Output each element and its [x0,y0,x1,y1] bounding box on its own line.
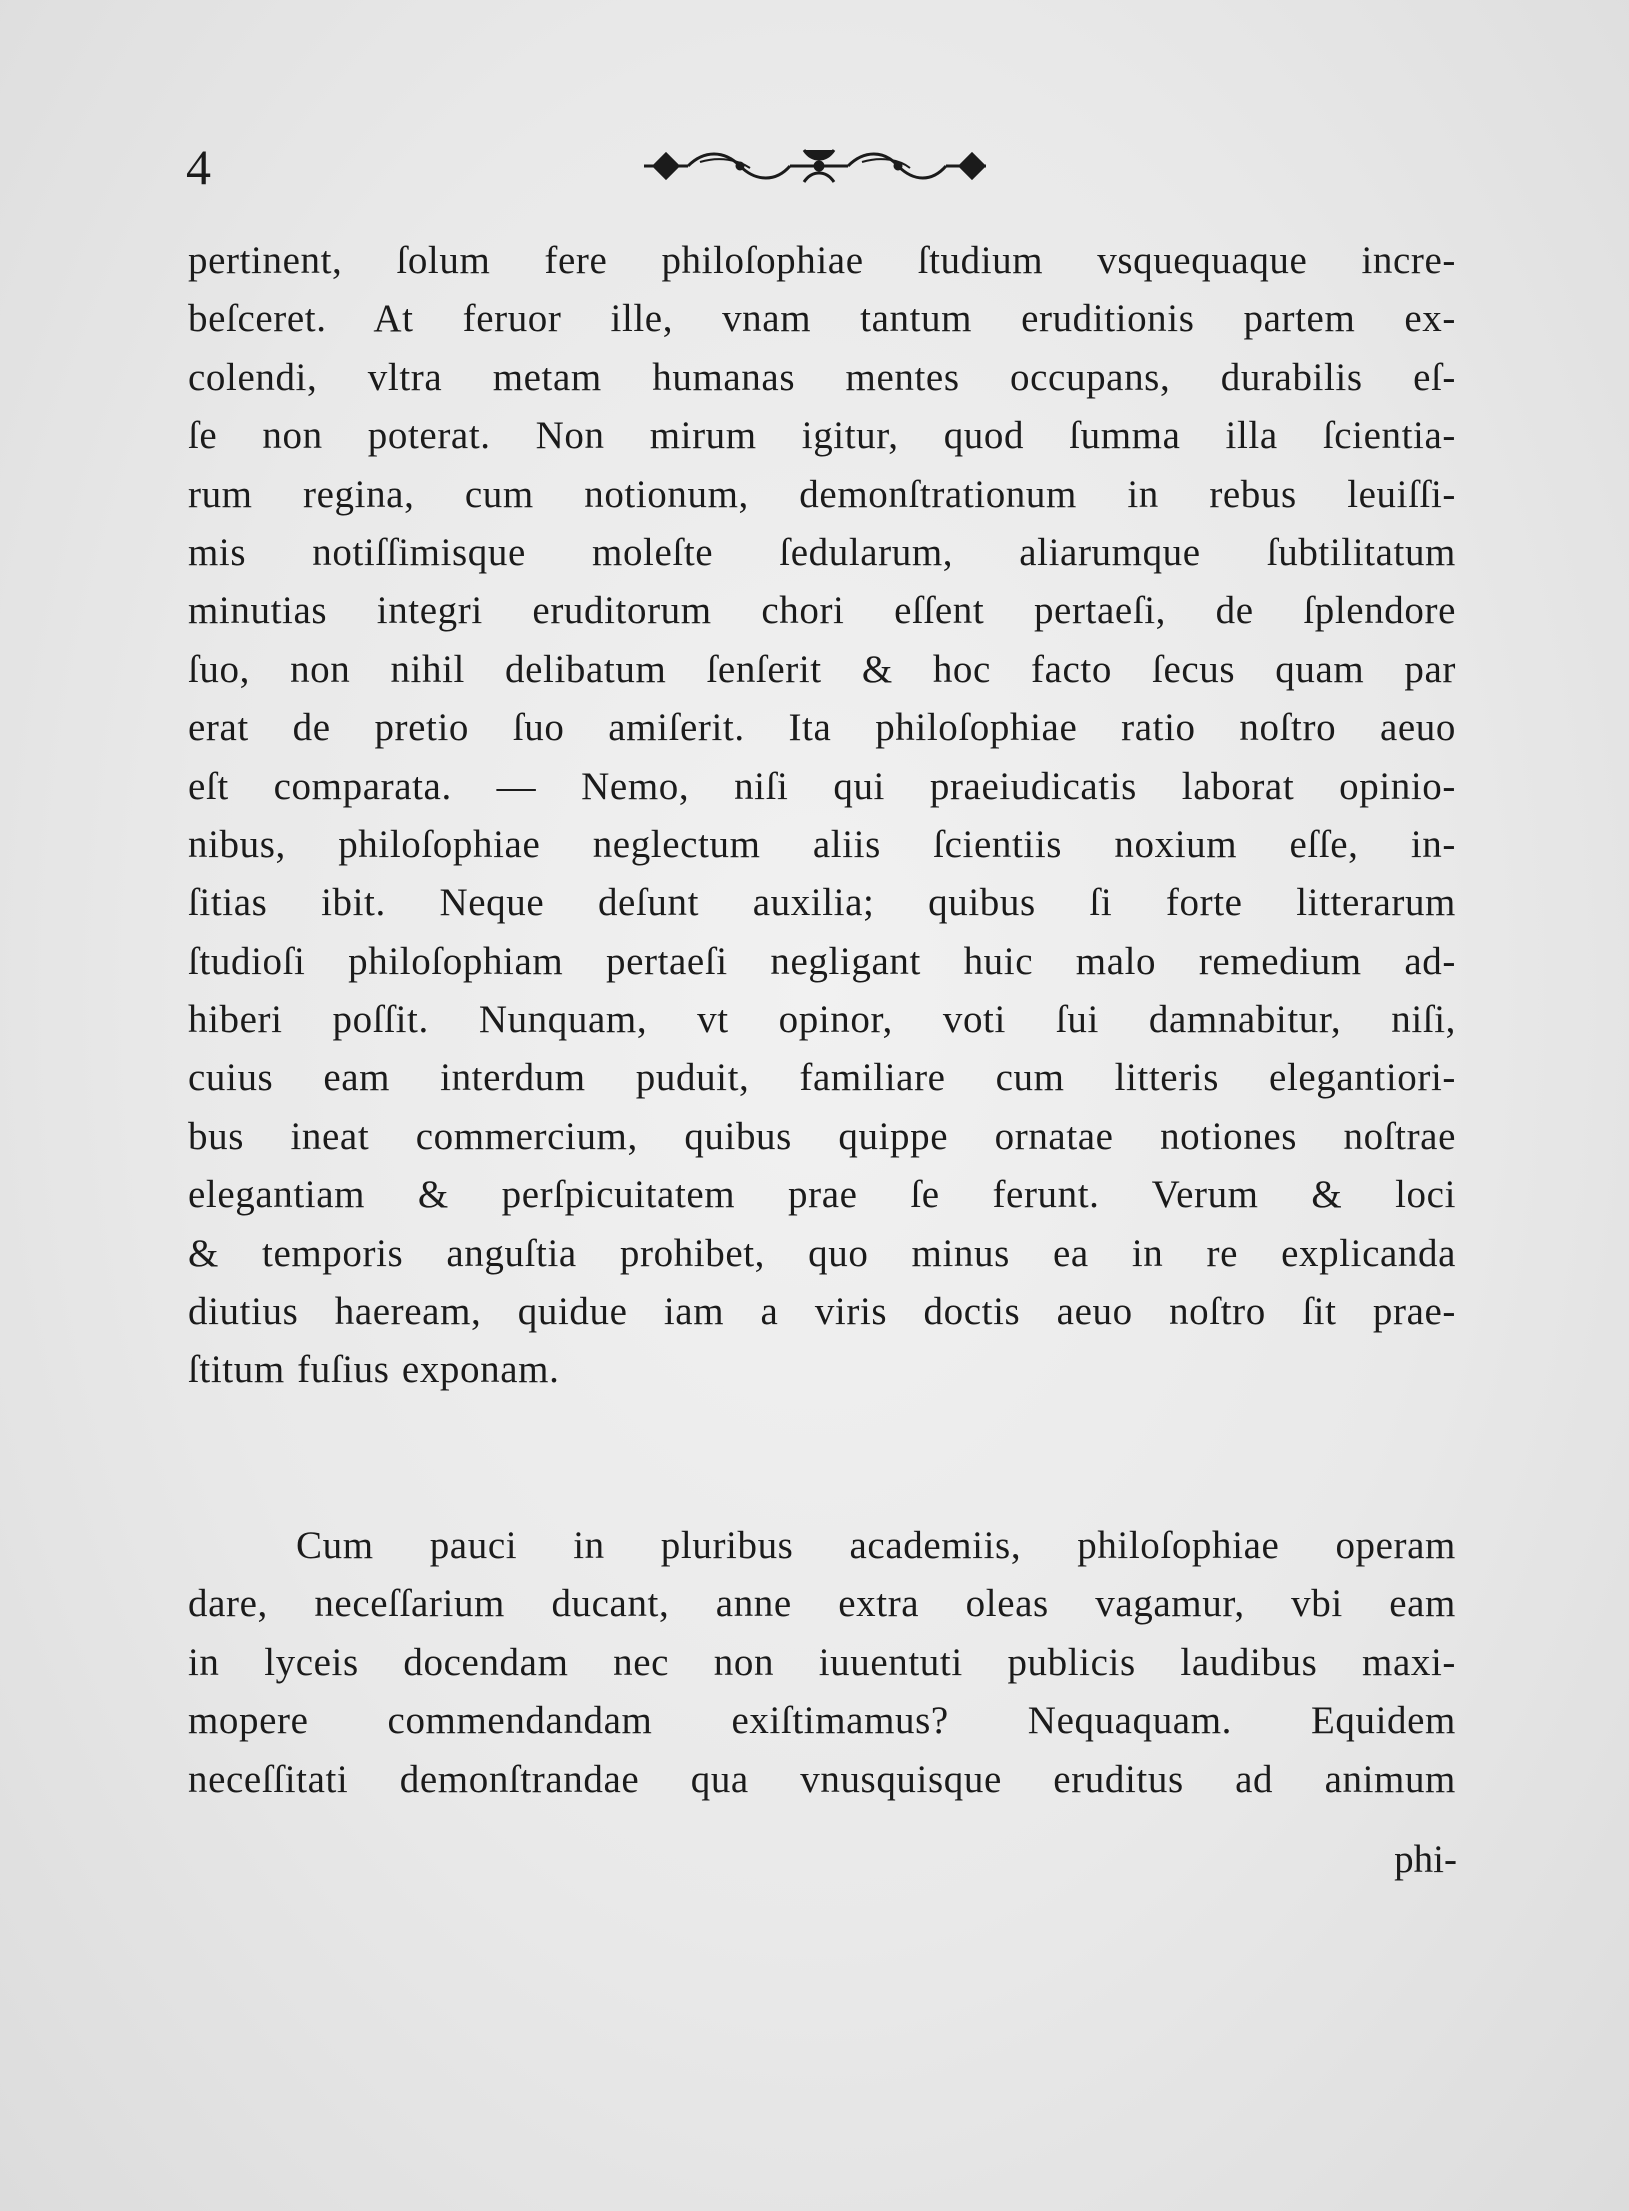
paragraph-2 [188,1517,1456,1809]
text-line: minutias integri eruditorum chori eſſent pertaeſi, de ſplendore [188,589,1456,633]
text-line: ſtudioſi philoſophiam pertaeſi negligant huic malo remedium ad- [188,939,1456,983]
text-line: mopere commendandam exiſtimamus? Nequaquam. Equidem [188,1699,1456,1743]
text-line: hiberi poſſit. Nunquam, vt opinor, voti ſui damnabitur, niſi, [188,998,1456,1042]
text-line: dare, neceſſarium ducant, anne extra oleas vagamur, vbi eam [188,1582,1456,1626]
text-line: cuius eam interdum puduit, familiare cum litteris elegantiori- [188,1056,1456,1100]
headband-ornament-icon [640,140,998,192]
page-number: 4 [186,139,211,195]
text-line: Cum pauci in pluribus academiis, philoſophiae operam [296,1524,1456,1567]
text-line: ſitias ibit. Neque deſunt auxilia; quibus ſi forte litterarum [188,881,1456,925]
text-line: in lyceis docendam nec non iuuentuti publicis laudibus maxi- [188,1640,1456,1684]
text-line: diutius haeream, quidue iam a viris doctis aeuo noſtro ſit prae- [188,1290,1456,1334]
text-line: colendi, vltra metam humanas mentes occupans, durabilis eſ- [188,355,1456,399]
text-line: eſt comparata. — Nemo, niſi qui praeiudicatis laborat opinio- [188,764,1456,808]
text-line: ſe non poterat. Non mirum igitur, quod ſumma illa ſcientia- [188,414,1456,458]
text-line: ſuo, non nihil delibatum ſenſerit & hoc facto ſecus quam par [188,647,1456,691]
text-line: rum regina, cum notionum, demonſtrationum in rebus leuiſſi- [188,472,1456,516]
text-line: elegantiam & perſpicuitatem prae ſe ferunt. Verum & loci [188,1173,1456,1217]
text-line: bus ineat commercium, quibus quippe ornatae notiones noſtrae [188,1114,1456,1158]
catchword: phi- [1394,1838,1457,1881]
paragraph-1 [188,232,1456,1400]
text-line: beſceret. At feruor ille, vnam tantum eruditionis partem ex- [188,297,1456,341]
text-line: pertinent, ſolum fere philoſophiae ſtudium vsquequaque incre- [188,239,1456,282]
text-line: & temporis anguſtia prohibet, quo minus ea in re explicanda [188,1231,1456,1275]
text-line: nibus, philoſophiae neglectum aliis ſcientiis noxium eſſe, in- [188,822,1456,866]
text-line: mis notiſſimisque moleſte ſedularum, aliarumque ſubtilitatum [188,530,1456,574]
text-line: erat de pretio ſuo amiſerit. Ita philoſophiae ratio noſtro aeuo [188,706,1456,750]
text-line: ſtitum fuſius exponam. [188,1348,560,1392]
text-line: neceſſitati demonſtrandae qua vnusquisque eruditus ad animum [188,1757,1456,1801]
